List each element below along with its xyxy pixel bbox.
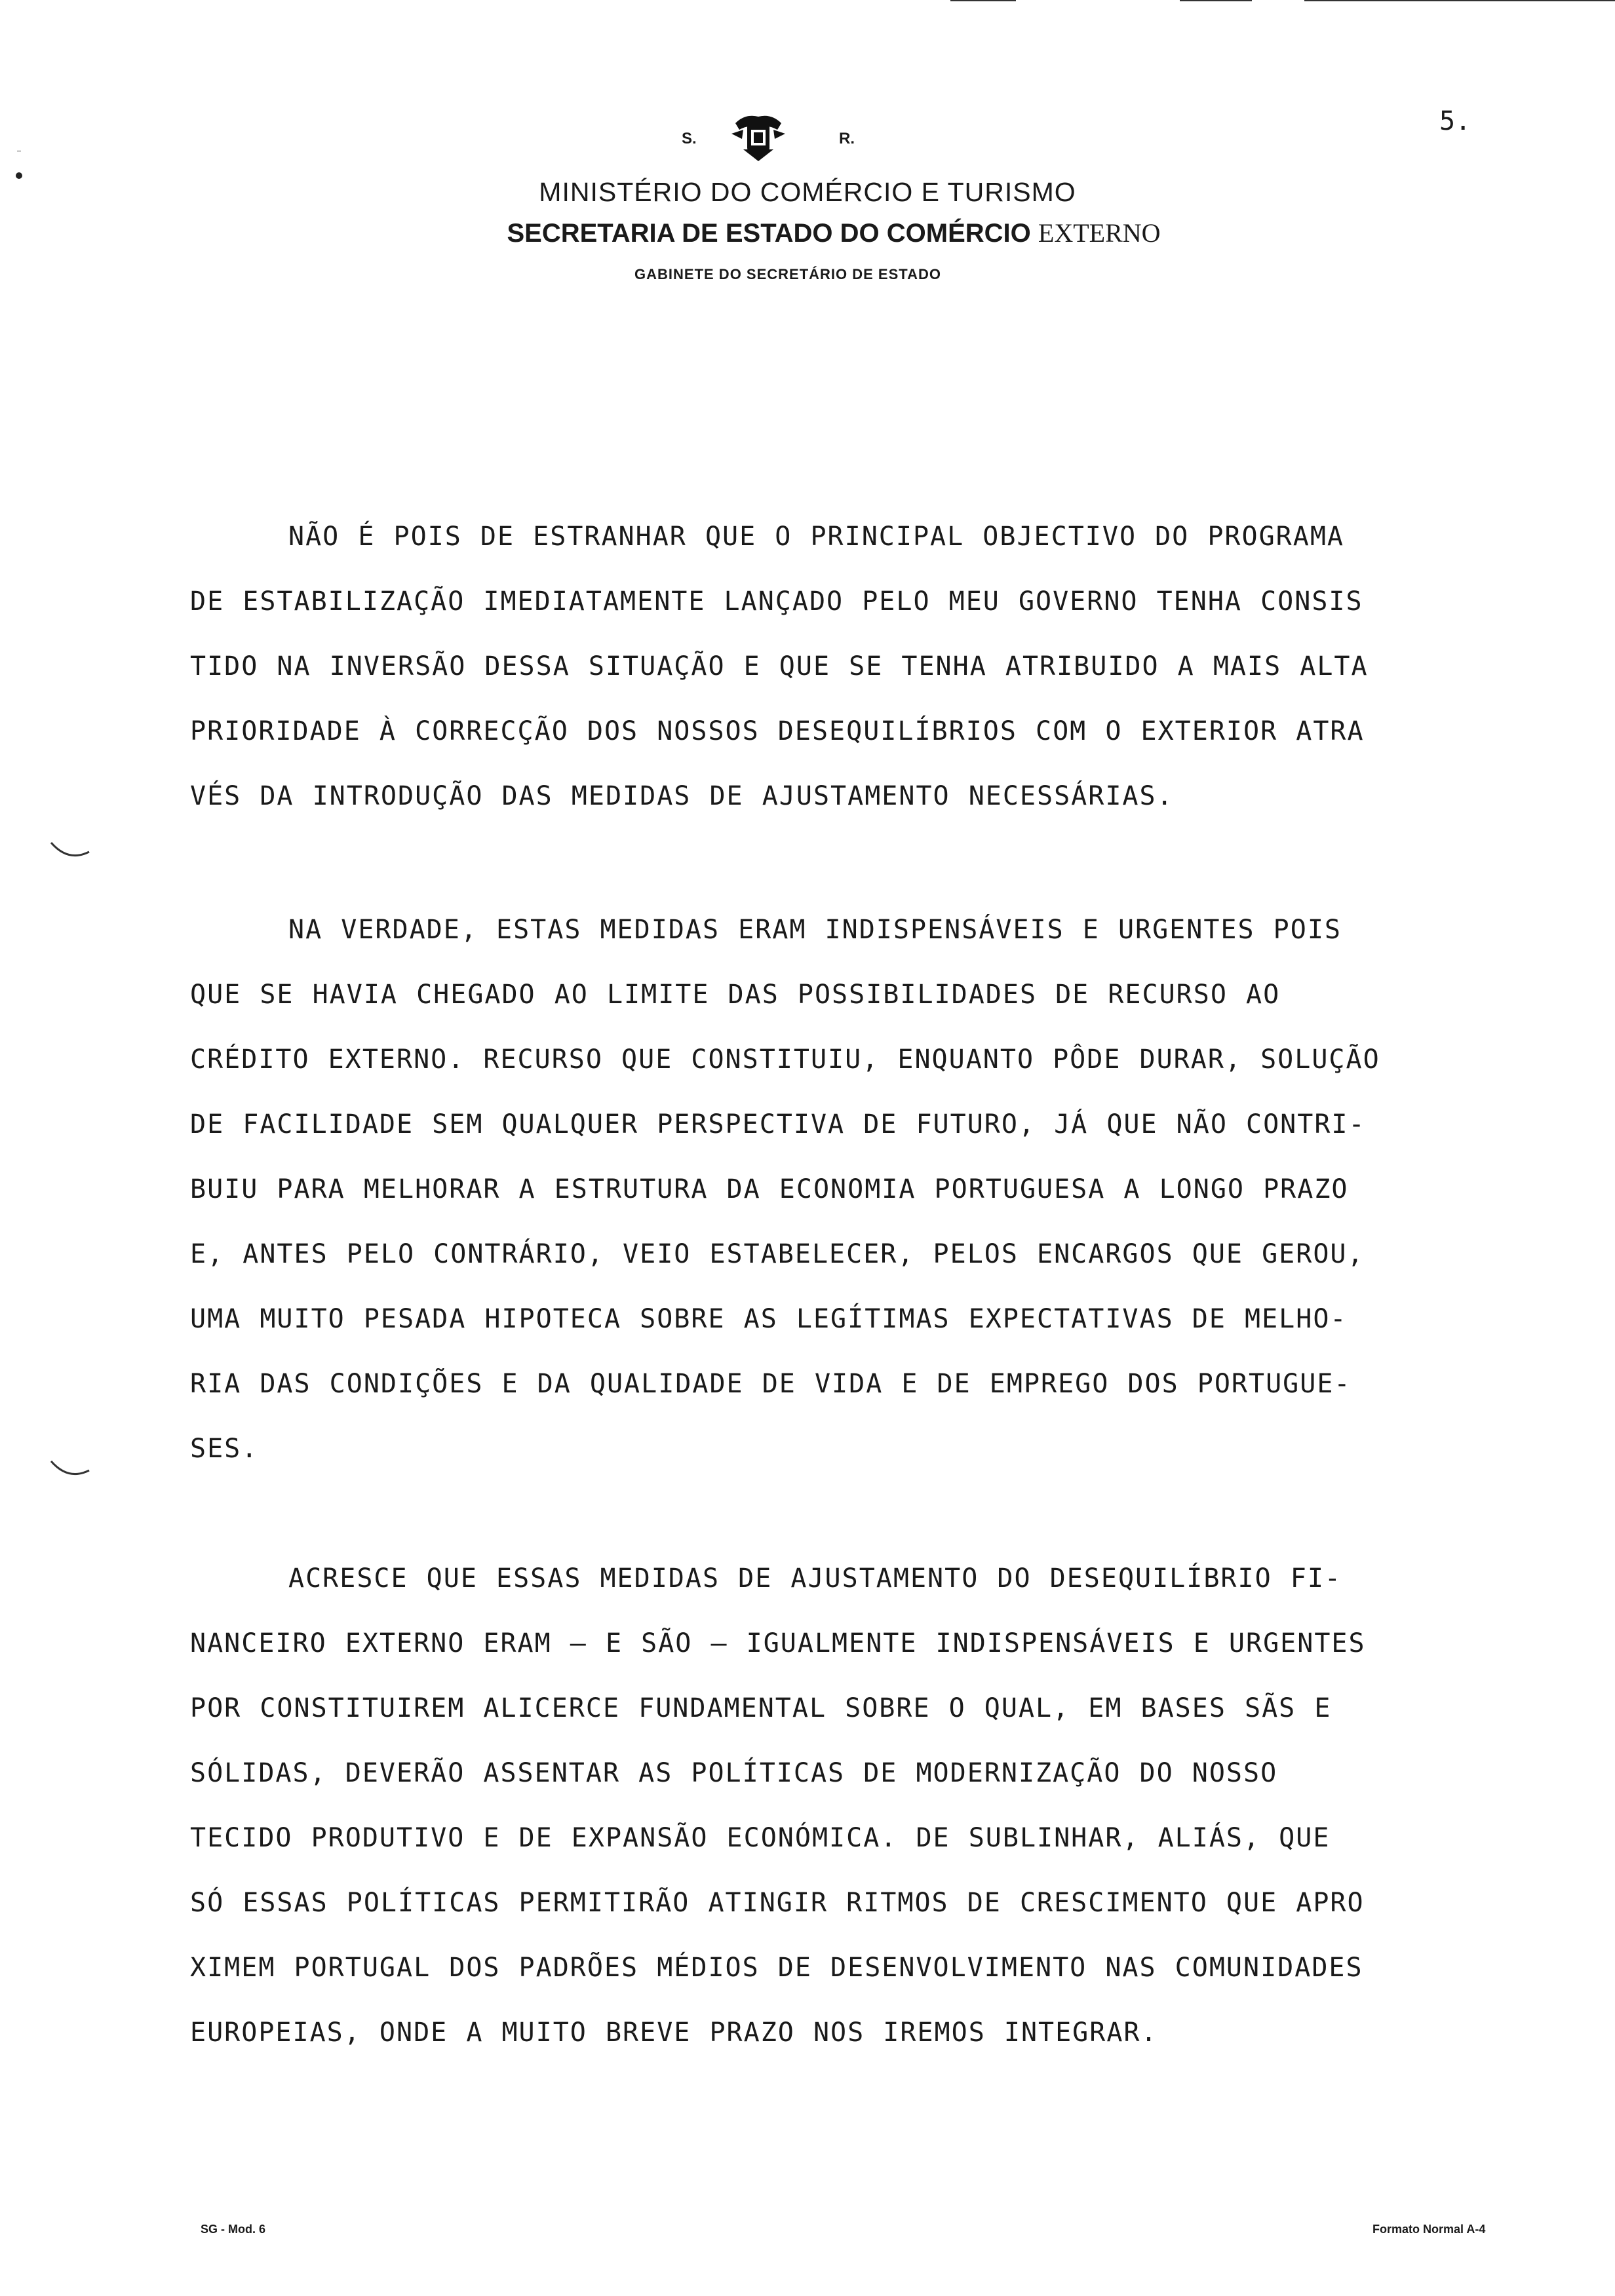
- ministry-title: MINISTÉRIO DO COMÉRCIO E TURISMO: [539, 177, 1076, 207]
- seal-right-letter: R.: [839, 130, 855, 147]
- scan-edge-mark: [950, 0, 1016, 1]
- page-number: 5.: [1439, 106, 1471, 136]
- seal-left-letter: S.: [682, 130, 697, 147]
- secretariat-title: [26, 218, 1615, 248]
- body-paragraph: NÃO É POIS DE ESTRANHAR QUE O PRINCIPAL OBJECTIVO DO PROGRAMA DE ESTABILIZAÇÃO IMEDIATAMENTE LANÇADO PELO MEU GOVERNO TENHA CONSIS TIDO NA INVERSÃO DESSA SITUAÇÃO E QUE SE TENHA ATRIBUIDO A MAIS ALTA PRIORIDADE À CORRECÇÃO DOS NOSSOS DESEQUILÍBRIOS COM O EXTERIOR ATRA VÉS DA INTRODUÇÃO DAS MEDIDAS DE AJUSTAMENTO NECESSÁRIAS.: [190, 522, 1369, 811]
- office-title: GABINETE DO SECRETÁRIO DE ESTADO: [634, 266, 941, 282]
- body-paragraph: ACRESCE QUE ESSAS MEDIDAS DE AJUSTAMENTO DO DESEQUILÍBRIO FI- NANCEIRO EXTERNO ERAM — E SÃO — IGUALMENTE INDISPENSÁVEIS E URGENTES POR CONSTITUIREM ALICERCE FUNDAMENTAL SOBRE O QUAL, EM BASES SÃS E SÓLIDAS, DEVERÃO ASSENTAR AS POLÍTICAS DE MODERNIZAÇÃO DO NOSSO TECIDO PRODUTIVO E DE EXPANSÃO ECONÓMICA. DE SUBLINHAR, ALIÁS, QUE SÓ ESSAS POLÍTICAS PERMITIRÃO ATINGIR RITMOS DE CRESCIMENTO QUE APRO XIMEM PORTUGAL DOS PADRÕES MÉDIOS DE DESENVOLVIMENTO NAS COMUNIDADES EUROPEIAS, ONDE A MUITO BREVE PRAZO NOS IREMOS INTEGRAR.: [190, 1563, 1366, 2048]
- secretariat-suffix: EXTERNO: [1038, 218, 1161, 248]
- punch-hole-mark: [49, 1459, 94, 1485]
- form-code: SG - Mod. 6: [201, 2223, 265, 2236]
- coat-of-arms-icon: [729, 110, 788, 163]
- body-paragraph: NA VERDADE, ESTAS MEDIDAS ERAM INDISPENSÁVEIS E URGENTES POIS QUE SE HAVIA CHEGADO AO LIMITE DAS POSSIBILIDADES DE RECURSO AO CRÉDITO EXTERNO. RECURSO QUE CONSTITUIU, ENQUANTO PÔDE DURAR, SOLUÇÃO DE FACILIDADE SEM QUALQUER PERSPECTIVA DE FUTURO, JÁ QUE NÃO CONTRI- BUIU PARA MELHORAR A ESTRUTURA DA ECONOMIA PORTUGUESA A LONGO PRAZO E, ANTES PELO CONTRÁRIO, VEIO ESTABELECER, PELOS ENCARGOS QUE GEROU, UMA MUITO PESADA HIPOTECA SOBRE AS LEGÍTIMAS EXPECTATIVAS DE MELHO- RIA DAS CONDIÇÕES E DA QUALIDADE DE VIDA E DE EMPREGO DOS PORTUGUE- SES.: [190, 915, 1380, 1464]
- letterhead-seal: [682, 110, 878, 163]
- punch-hole-mark: [49, 840, 94, 866]
- paper-format: Formato Normal A-4: [1372, 2223, 1486, 2236]
- scan-edge-mark: [1180, 0, 1252, 1]
- scan-edge-mark: [1304, 0, 1615, 1]
- secretariat-name: SECRETARIA DE ESTADO DO COMÉRCIO: [507, 219, 1031, 248]
